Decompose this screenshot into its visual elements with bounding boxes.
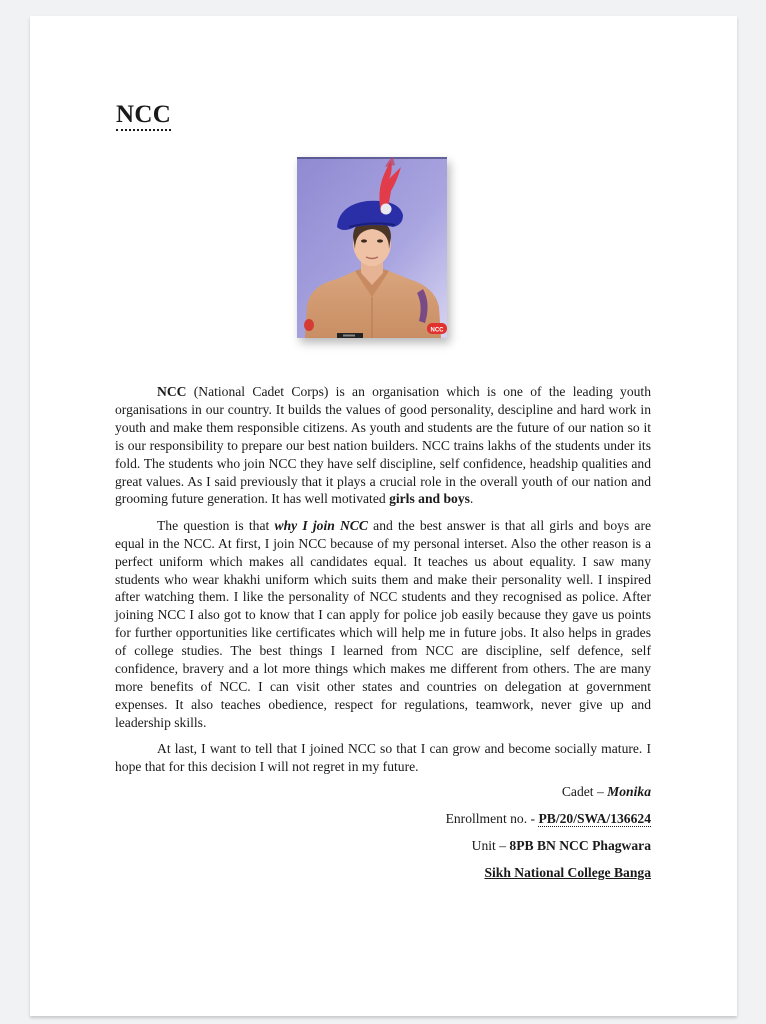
cadet-name: Monika [607,784,651,799]
paragraph-2-text: and the best answer is that all girls and boys are equal in the NCC. At first, I join NCC because of my personal interset. Also the other reason is a perfect uniform which makes all candidates equal. It teaches us about equality. I saw many students who wear khakhi uniform which suits them and make their personality well. I inspired after watching them. I like the personality of NCC students and they recognised as police. After joining NCC I also got to know that I can apply for police job easily because they gave us points for further opportunities like certificates which will help me in future jobs. It also helps in grades of college studies. The best things I learned from NCC are discipline, self defence, self confidence, bravery and a lot more things which makes me different from others. The are many more benefits of NCC. I can visit other states and countries on delegation at government expenses. It also teaches obedience, respect for regulations, teamwork, never give up and leadership skills. [115,517,652,730]
paragraph-1-end: . [469,491,474,507]
signature-college [251,865,651,881]
paragraph-3-text: At last, I want to tell that I joined NCC so that I can grow and become socially mature. I hope that for this decision I will not regret in my future. [115,741,651,775]
enrollment-label: Enrollment no. - [445,811,539,826]
paragraph-1 [115,383,651,508]
paragraph-2 [115,517,651,732]
essay-body [115,383,651,785]
signature-cadet [251,784,651,800]
paragraph-2-emphasis: why I join NCC [274,517,368,533]
signature-enrollment [251,811,651,827]
paragraph-1-lead: NCC [157,384,187,399]
college-name: Sikh National College Banga [484,865,651,880]
enrollment-number: PB/20/SWA/136624 [538,811,651,826]
document-page [30,16,737,1016]
signature-unit [251,838,651,854]
cadet-label: Cadet – [561,784,608,799]
paragraph-2-prefix: The question is that [157,517,275,533]
paragraph-1-text: (National Cadet Corps) is an organisation which is one of the leading youth organisations in our country. It builds the values of good personality, descipline and hard work in youth and make them responsible citizens. As youth and students are the future of our nation so it is our responsibility to prepare our best nation builders. NCC trains lakhs of the students under its fold. The students who join NCC they have self discipline, self confidence, headship qualities and great values. As I said previously that it plays a crucial role in the overall youth of our nation and grooming future generation. It has well motivated [115,384,651,507]
paragraph-1-emphasis: girls and boys [389,491,470,507]
cadet-photo [297,157,447,338]
ncc-shoulder-badge: NCC [430,327,444,334]
paragraph-3 [115,740,651,776]
cadet-portrait-image [297,157,447,338]
unit-value: 8PB BN NCC Phagwara [509,838,651,853]
page-title: NCC [116,102,171,131]
unit-label: Unit – [471,838,510,853]
